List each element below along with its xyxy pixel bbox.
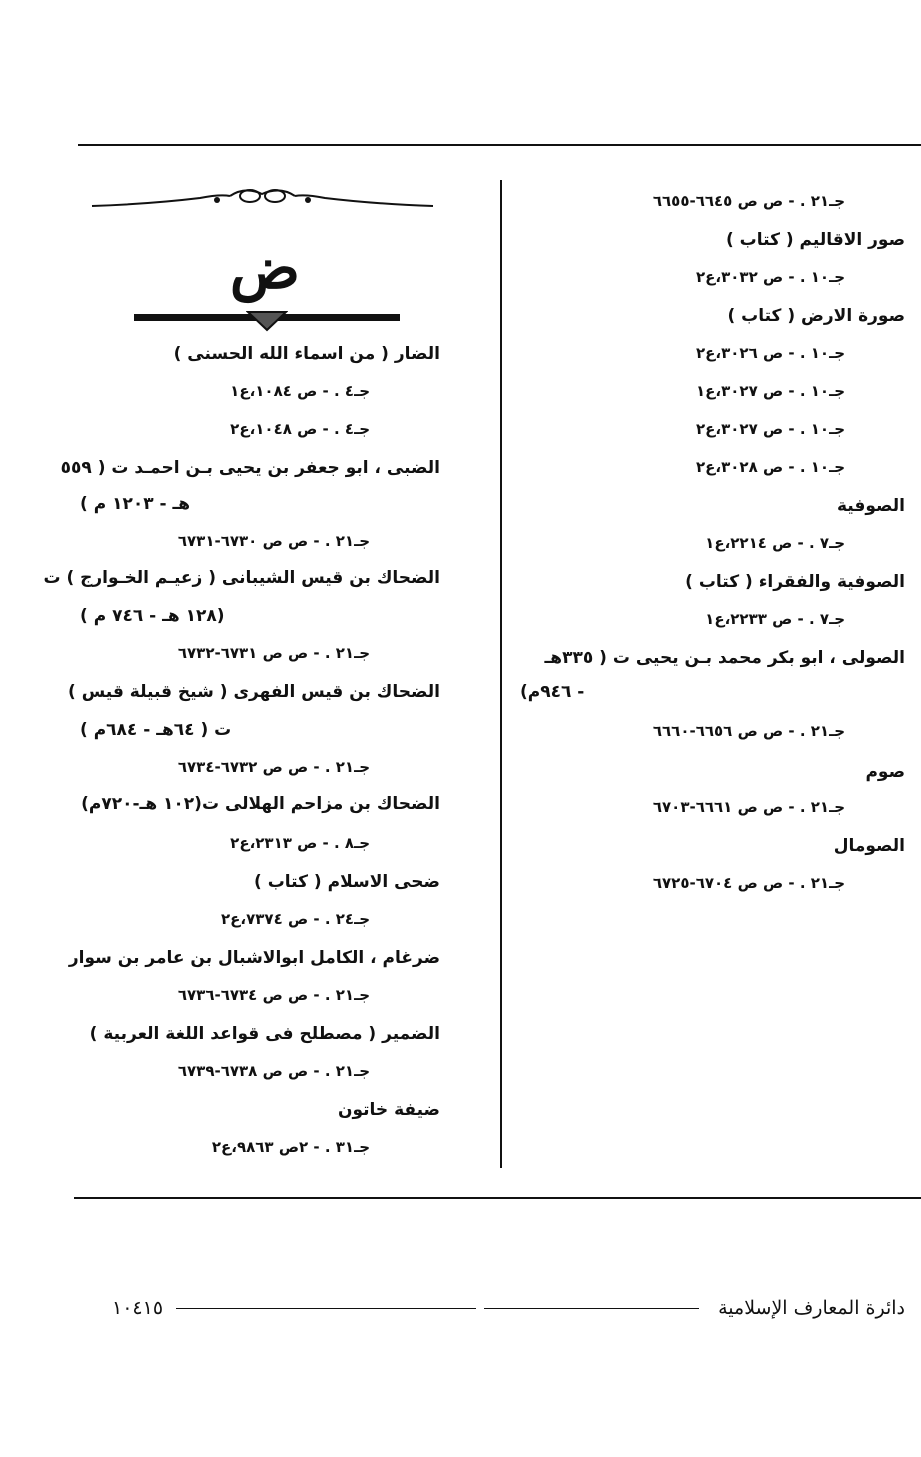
ornament-flourish xyxy=(90,182,435,212)
index-entry: الصوفية والفقراء ( كتاب ) xyxy=(685,572,905,592)
volume-page-reference: جـ١٠ . - ص ٣٠٣٢،ع٢ xyxy=(696,268,845,286)
volume-page-reference: جـ٤ . - ص ١٠٤٨،ع٢ xyxy=(230,420,370,438)
index-entry: صوم xyxy=(865,762,905,782)
index-entry: ضرغام ، الكامل ابوالاشبال بن عامر بن سوار xyxy=(68,948,440,968)
left-column xyxy=(43,0,440,1200)
index-entry-continuation: (١٢٨ هـ - ٧٤٦ م ) xyxy=(80,606,225,626)
index-entry: الضحاك بن مزاحم الهلالى ت(١٠٢ هـ-٧٢٠م) xyxy=(81,794,440,814)
volume-page-reference: جـ٢١ . - ص ص ٦٧٣٤-٦٧٣٦ xyxy=(177,986,370,1004)
index-entry: الضمير ( مصطلح فى قواعد اللغة العربية ) xyxy=(89,1024,440,1044)
volume-page-reference: جـ٣١ . - ٢ص ٩٨٦٣،ع٢ xyxy=(211,1138,370,1156)
volume-page-reference: جـ٢١ . - ص ص ٦٦٤٥-٦٦٥٥ xyxy=(652,192,845,210)
section-bar-pointer xyxy=(246,310,288,332)
footer-rule-left xyxy=(176,1308,476,1309)
index-entry: صورة الارض ( كتاب ) xyxy=(727,306,905,326)
volume-page-reference: جـ٢١ . - ص ص ٦٧٣٨-٦٧٣٩ xyxy=(177,1062,370,1080)
index-entry: الصولى ، ابو بكر محمد بـن يحيى ت ( ٣٣٥هـ xyxy=(544,648,905,668)
right-column xyxy=(520,0,905,1200)
volume-page-reference: جـ٢١ . - ص ص ٦٦٦١-٦٧٠٣ xyxy=(652,798,845,816)
index-entry: الضار ( من اسماء الله الحسنى ) xyxy=(173,344,440,364)
volume-page-reference: جـ٢١ . - ص ص ٦٦٥٦-٦٦٦٠ xyxy=(652,722,845,740)
index-entry: صور الاقاليم ( كتاب ) xyxy=(725,230,905,250)
index-entry: الضحاك بن قيس الفهرى ( شيخ قبيلة قيس ) xyxy=(68,682,440,702)
volume-page-reference: جـ٧ . - ص ٢٢١٤،ع١ xyxy=(705,534,845,552)
index-entry: الضحاك بن قيس الشيبانى ( زعيـم الخـوارج ) ت xyxy=(43,568,440,588)
column-divider xyxy=(500,180,502,1168)
index-entry: ضيفة خاتون xyxy=(337,1100,440,1120)
section-letter: ض xyxy=(229,234,300,302)
index-entry: الصوفية xyxy=(837,496,905,516)
volume-page-reference: جـ١٠ . - ص ٣٠٢٨،ع٢ xyxy=(696,458,845,476)
index-entry: الضبى ، ابو جعفر بن يحيى بـن احمـد ت ( ٥٥٩ xyxy=(60,458,440,478)
index-entry-continuation: - ٩٤٦م) xyxy=(520,682,585,702)
volume-page-reference: جـ٧ . - ص ٢٢٣٣،ع١ xyxy=(705,610,845,628)
volume-page-reference: جـ٢١ . - ص ص ٦٧٣٢-٦٧٣٤ xyxy=(177,758,370,776)
footer-rule-right xyxy=(484,1308,699,1309)
volume-page-reference: جـ٢١ . - ص ص ٦٧٠٤-٦٧٢٥ xyxy=(652,874,845,892)
footer-page-number: ١٠٤١٥ xyxy=(112,1297,164,1319)
index-entry-continuation: ت ( ٦٤هـ - ٦٨٤م ) xyxy=(80,720,232,740)
volume-page-reference: جـ٤ . - ص ١٠٨٤،ع١ xyxy=(230,382,370,400)
volume-page-reference: جـ٢١ . - ص ص ٦٧٣١-٦٧٣٢ xyxy=(177,644,370,662)
volume-page-reference: جـ٨ . - ص ٢٣١٣،ع٢ xyxy=(230,834,370,852)
index-entry: ضحى الاسلام ( كتاب ) xyxy=(254,872,440,892)
index-entry: الصومال xyxy=(833,836,905,856)
volume-page-reference: جـ٢٤ . - ص ٧٣٧٤،ع٢ xyxy=(221,910,370,928)
volume-page-reference: جـ٢١ . - ص ص ٦٧٣٠-٦٧٣١ xyxy=(177,532,370,550)
volume-page-reference: جـ١٠ . - ص ٣٠٢٧،ع١ xyxy=(696,382,845,400)
volume-page-reference: جـ١٠ . - ص ٣٠٢٧،ع٢ xyxy=(696,420,845,438)
footer-title: دائرة المعارف الإسلامية xyxy=(718,1297,905,1319)
index-entry-continuation: هـ - ١٢٠٣ م ) xyxy=(80,494,191,514)
volume-page-reference: جـ١٠ . - ص ٣٠٢٦،ع٢ xyxy=(696,344,845,362)
